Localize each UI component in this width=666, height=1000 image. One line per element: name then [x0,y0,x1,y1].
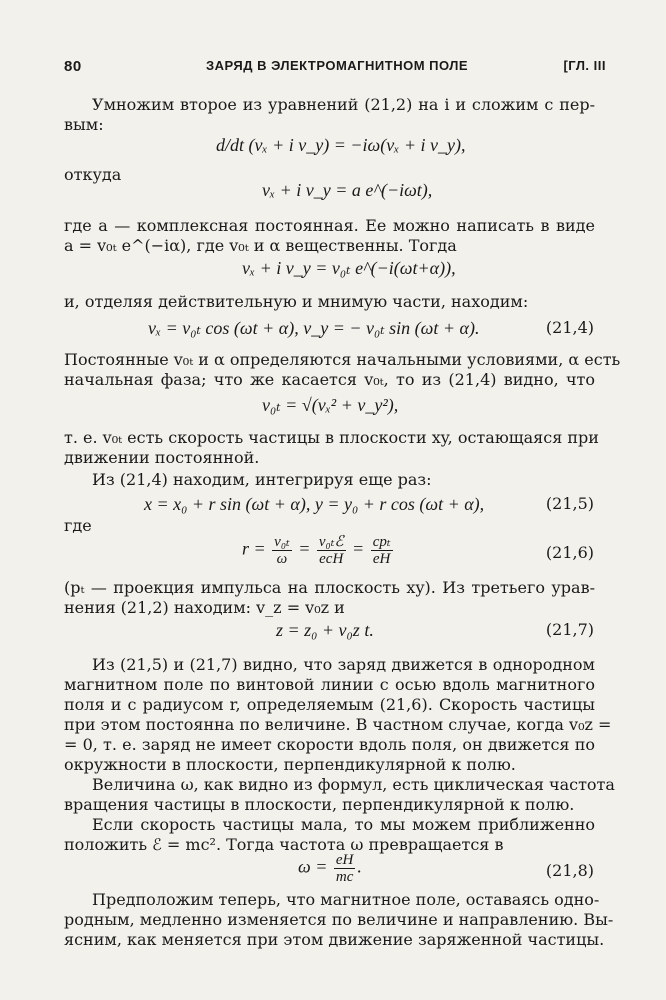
para8-line1: Из (21,5) и (21,7) видно, что заряд движется в однородном [92,655,595,674]
fraction-omega: $\frac{eH}{mc}$ [335,852,354,885]
equation-21-7: z = z₀ + v₀z t. [276,620,374,640]
para8-line4: при этом постоянна по величине. В частном случае, когда v₀z = [64,715,612,734]
equation-diff: d/dt (vₓ + i v_y) = −iω(vₓ + i v_y), [216,135,466,155]
equation-number-21-8: (21,8) [545,861,594,880]
equation-21-4: vₓ = v₀ₜ cos (ωt + α), v_y = − v₀ₜ sin (ωt + α). [148,318,480,338]
para5-line1: т. е. v₀ₜ есть скорость частицы в плоскости xy, остающаяся при [64,428,599,447]
gde-text: где [64,516,92,535]
para11-line1: Предположим теперь, что магнитное поле, оставаясь одно- [92,890,600,909]
para11-line3: ясним, как меняется при этом движение заряженной частицы. [64,930,605,949]
equation-number-21-5: (21,5) [545,494,594,513]
para10-line2: положить ℰ = mc². Тогда частота ω превращается в [64,835,504,854]
para7-line1: (pₜ — проекция импульса на плоскость xy). Из третьего урав- [64,578,595,597]
equation-v0t: v₀ₜ = √(vₓ² + v_y²), [262,395,399,415]
equation-number-21-4: (21,4) [545,318,594,337]
page-number: 80 [64,58,82,75]
equation-exp2: vₓ + i v_y = v₀ₜ e^(−i(ωt+α)), [242,258,456,278]
equation-21-6: r = $\frac{\text{v₀ₜ}}{\omega}$ = $\frac{\text{v₀ₜℰ}}{\text{ecH}}$ = $\frac{\text{cpₜ}}{eH}$ [242,534,391,567]
equation-exp: vₓ + i v_y = a e^(−iωt), [262,180,433,200]
para8-line6: окружности в плоскости, перпендикулярной к полю. [64,755,516,774]
chapter-marker: [ГЛ. III [563,58,606,73]
para9-line2: вращения частицы в плоскости, перпендикулярной к полю. [64,795,575,814]
para4-line2: начальная фаза; что же касается v₀ₜ, то из (21,4) видно, что [64,370,595,389]
otkuda-text: откуда [64,165,122,184]
para10-line1: Если скорость частицы мала, то мы можем приближенно [92,815,595,834]
eq216-lhs: r = [242,538,266,559]
para6-text: Из (21,4) находим, интегрируя еще раз: [92,470,432,489]
equation-number-21-7: (21,7) [545,620,594,639]
equation-21-5: x = x₀ + r sin (ωt + α), y = y₀ + r cos (ωt + α), [144,494,485,514]
para4-line1: Постоянные v₀ₜ и α определяются начальными условиями, α есть [64,350,621,369]
para8-line5: = 0, т. е. заряд не имеет скорости вдоль поля, он движется по [64,735,595,754]
para1-line2: вым: [64,115,104,134]
para3-text: и, отделяя действительную и мнимую части, находим: [64,292,529,311]
para8-line2: магнитном поле по винтовой линии с осью вдоль магнитного [64,675,595,694]
para8-line3: поля и с радиусом r, определяемым (21,6). Скорость частицы [64,695,595,714]
para2-line2: a = v₀ₜ e^(−iα), где v₀ₜ и α вещественны. Тогда [64,236,457,255]
para9-line1: Величина ω, как видно из формул, есть циклическая частота [92,775,615,794]
equation-21-8: ω = $\frac{eH}{mc}$ . [298,852,362,885]
para7-line2: нения (21,2) находим: v_z = v₀z и [64,598,345,617]
fraction-3: $\frac{\text{cpₜ}}{eH}$ [372,534,391,567]
fraction-1: $\frac{\text{v₀ₜ}}{\omega}$ [274,534,290,567]
fraction-2: $\frac{\text{v₀ₜℰ}}{\text{ecH}}$ [318,534,344,567]
para5-line2: движении постоянной. [64,448,260,467]
para1-line1: Умножим второе из уравнений (21,2) на i и сложим с пер- [92,95,595,114]
running-title: ЗАРЯД В ЭЛЕКТРОМАГНИТНОМ ПОЛЕ [206,58,469,73]
eq218-lhs: ω = [298,856,328,877]
para2-line1: где a — комплексная постоянная. Ее можно написать в виде [64,216,595,235]
equation-number-21-6: (21,6) [545,543,594,562]
para11-line2: родным, медленно изменяется по величине и направлению. Вы- [64,910,614,929]
